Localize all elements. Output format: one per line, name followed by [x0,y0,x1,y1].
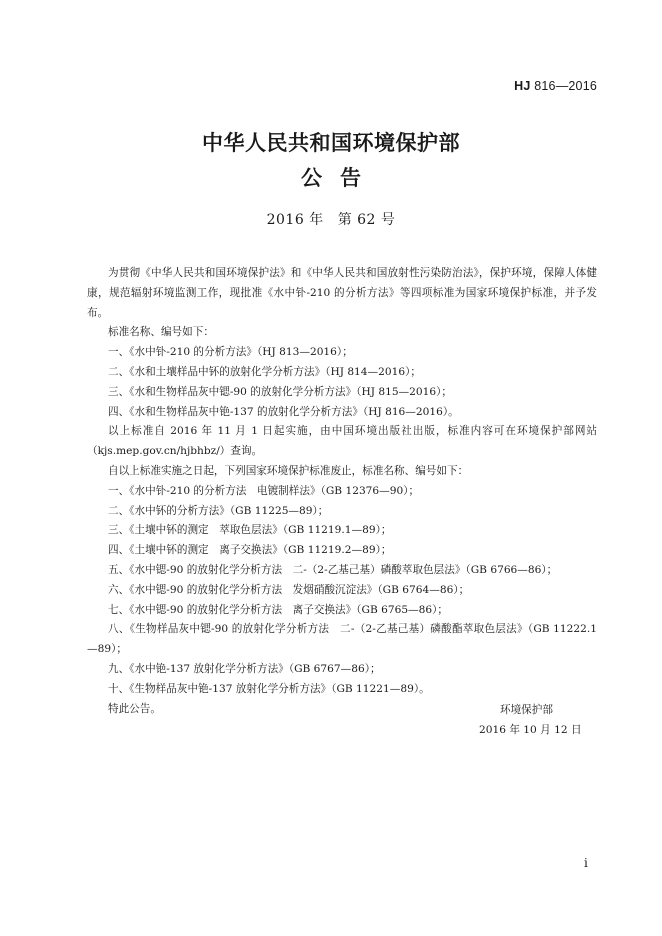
repealed-standard-item: 八、《生物样品灰中锶-90 的放射化学分析方法 二-（2-乙基己基）磷酸酯萃取色层法》（GB 11222.1—89）； [87,623,597,656]
intro-paragraph: 为贯彻《中华人民共和国环境保护法》和《中华人民共和国放射性污染防治法》，保护环境，保障人体健康，规范辐射环境监测工作，现批准《水中钋-210 的分析方法》等四项标准为国家环境保护标准，并予发布。 [87,267,597,319]
implementation-paragraph: 以上标准自 2016 年 11 月 1 日起实施，由中国环境出版社出版，标准内容可在环境保护部网站（kjs.mep.gov.cn/hjbhbz/）查询。 [87,425,597,458]
signature-date: 2016 年 10 月 12 日 [479,724,582,736]
standard-prefix: HJ [514,79,531,93]
repealed-standard-item: 三、《土壤中钚的测定 萃取色层法》（GB 11219.1—89）； [108,524,392,537]
issue-line [0,209,662,229]
repealed-standard-item: 四、《土壤中钚的测定 离子交换法》（GB 11219.2—89）； [108,544,392,557]
repealed-standard-item: 五、《水中锶-90 的放射化学分析方法 二-（2-乙基己基）磷酸萃取色层法》（GB 6766—86）； [108,563,558,576]
repealed-standard-item: 七、《水中锶-90 的放射化学分析方法 离子交换法》（GB 6765—86）； [108,603,449,616]
repealed-standard-item: 六、《水中锶-90 的放射化学分析方法 发烟硝酸沉淀法》（GB 6764—86）； [108,583,470,596]
standard-number [514,79,597,93]
repealed-standard-item: 二、《水中钚的分析方法》（GB 11225—89）； [108,504,329,517]
repeal-heading: 自以上标准实施之日起，下列国家环境保护标准废止，标准名称、编号如下： [108,464,469,477]
announcement-title: 公告 [301,166,379,190]
new-standard-item: 二、《水和土壤样品中钚的放射化学分析方法》（HJ 814—2016）； [108,365,421,378]
standard-code: 816—2016 [534,79,597,93]
new-standard-item: 四、《水和生物样品灰中铯-137 的放射化学分析方法》（HJ 816—2016）。 [108,405,459,418]
repealed-standard-item: 十、《生物样品灰中铯-137 放射化学分析方法》（GB 11221—89）。 [108,682,430,695]
repealed-standard-item: 一、《水中钋-210 的分析方法 电镀制样法》（GB 12376—90）； [108,484,420,497]
announcement-body [87,264,597,719]
issue-number: 第 62 号 [337,212,396,228]
closing-line: 特此公告。 [108,702,161,715]
ministry-title: 中华人民共和国环境保护部 [202,131,460,155]
new-standard-item: 三、《水和生物样品灰中锶-90 的放射化学分析方法》（HJ 815—2016）； [108,385,452,398]
signature-organization: 环境保护部 [500,704,553,716]
new-standard-item: 一、《水中钋-210 的分析方法》（HJ 813—2016）； [108,346,353,359]
issue-year: 2016 年 [266,212,324,228]
new-standards-heading: 标准名称、编号如下： [108,326,214,339]
repealed-standard-item: 九、《水中铯-137 放射化学分析方法》（GB 6767—86）； [108,662,381,675]
page-number: i [584,856,588,870]
